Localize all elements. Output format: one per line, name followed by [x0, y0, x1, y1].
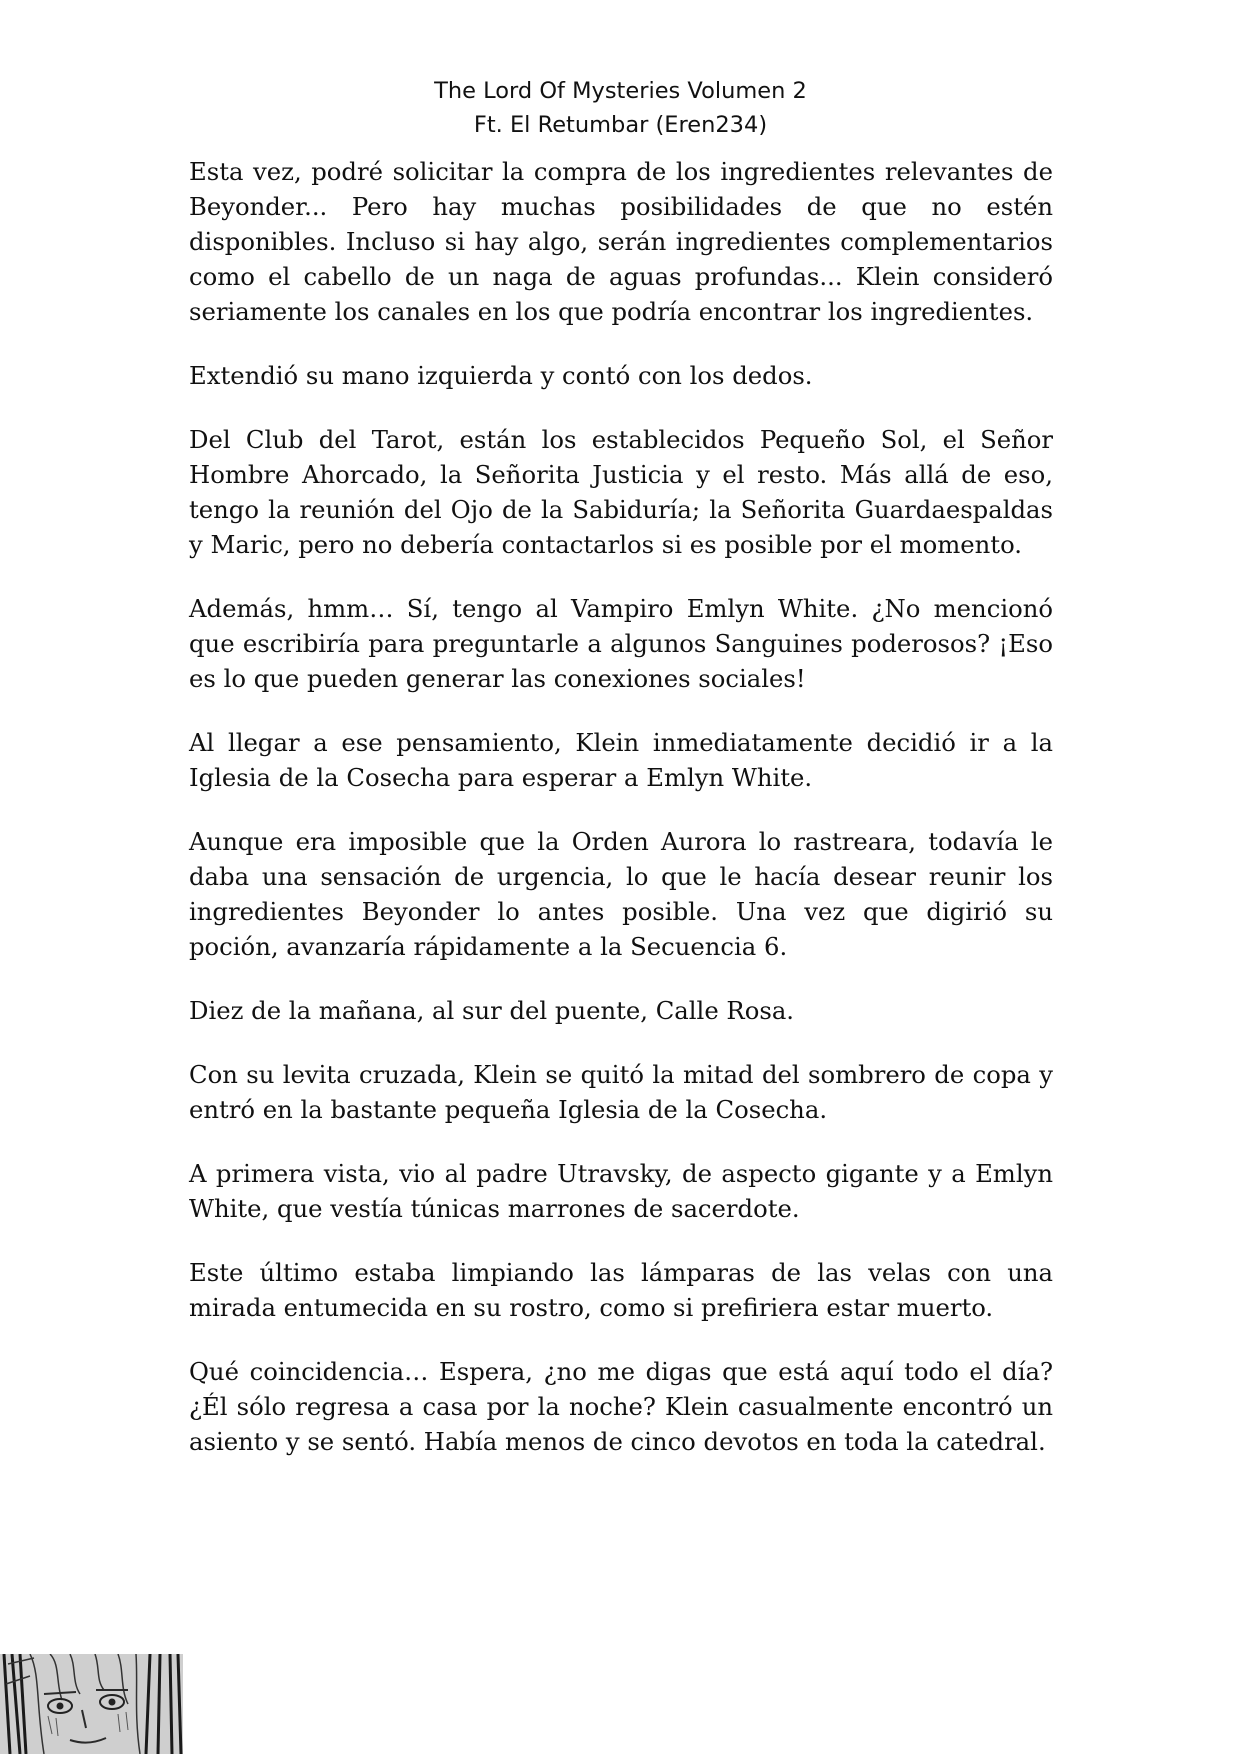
paragraph-5: Al llegar a ese pensamiento, Klein inmediatamente decidió ir a la Iglesia de la Cosecha para esperar a Emlyn White. — [189, 728, 1053, 792]
header-title: The Lord Of Mysteries Volumen 2 — [434, 78, 807, 104]
paragraph-2: Extendió su mano izquierda y contó con los dedos. — [189, 361, 813, 390]
header-subtitle: Ft. El Retumbar (Eren234) — [473, 112, 768, 138]
paragraph-10: Este último estaba limpiando las lámparas de las velas con una mirada entumecida en su rostro, como si prefiriera estar muerto. — [189, 1258, 1053, 1322]
manga-face-icon — [0, 1654, 183, 1754]
paragraph-3: Del Club del Tarot, están los establecidos Pequeño Sol, el Señor Hombre Ahorcado, la Señorita Justicia y el resto. Más allá de eso, tengo la reunión del Ojo de la Sabiduría; la Señorita Guardaespaldas y Maric, pero no debería contactarlos si es posible por el momento. — [189, 425, 1053, 559]
paragraph-7: Diez de la mañana, al sur del puente, Calle Rosa. — [189, 996, 795, 1025]
paragraph-4: Además, hmm… Sí, tengo al Vampiro Emlyn White. ¿No mencionó que escribiría para preguntarle a algunos Sanguines poderosos? ¡Eso es lo que pueden generar las conexiones sociales! — [189, 594, 1053, 693]
paragraph-9: A primera vista, vio al padre Utravsky, de aspecto gigante y a Emlyn White, que vestía túnicas marrones de sacerdote. — [189, 1159, 1053, 1223]
page-header — [0, 74, 1241, 142]
paragraph-6: Aunque era imposible que la Orden Aurora lo rastreara, todavía le daba una sensación de urgencia, lo que le hacía desear reunir los ingredientes Beyonder lo antes posible. Una vez que digirió su poción, avanzaría rápidamente a la Secuencia 6. — [189, 827, 1053, 961]
paragraph-8: Con su levita cruzada, Klein se quitó la mitad del sombrero de copa y entró en la bastante pequeña Iglesia de la Cosecha. — [189, 1060, 1053, 1124]
body-text — [189, 154, 1053, 1488]
paragraph-11: Qué coincidencia… Espera, ¿no me digas que está aquí todo el día? ¿Él sólo regresa a casa por la noche? Klein casualmente encontró un asiento y se sentó. Había menos de cinco devotos en toda la catedral. — [189, 1357, 1053, 1456]
paragraph-1: Esta vez, podré solicitar la compra de los ingredientes relevantes de Beyonder... Pero hay muchas posibilidades de que no estén disponibles. Incluso si hay algo, serán ingredientes complementarios como el cabello de un naga de aguas profundas... Klein consideró seriamente los canales en los que podría encontrar los ingredientes. — [189, 157, 1053, 326]
